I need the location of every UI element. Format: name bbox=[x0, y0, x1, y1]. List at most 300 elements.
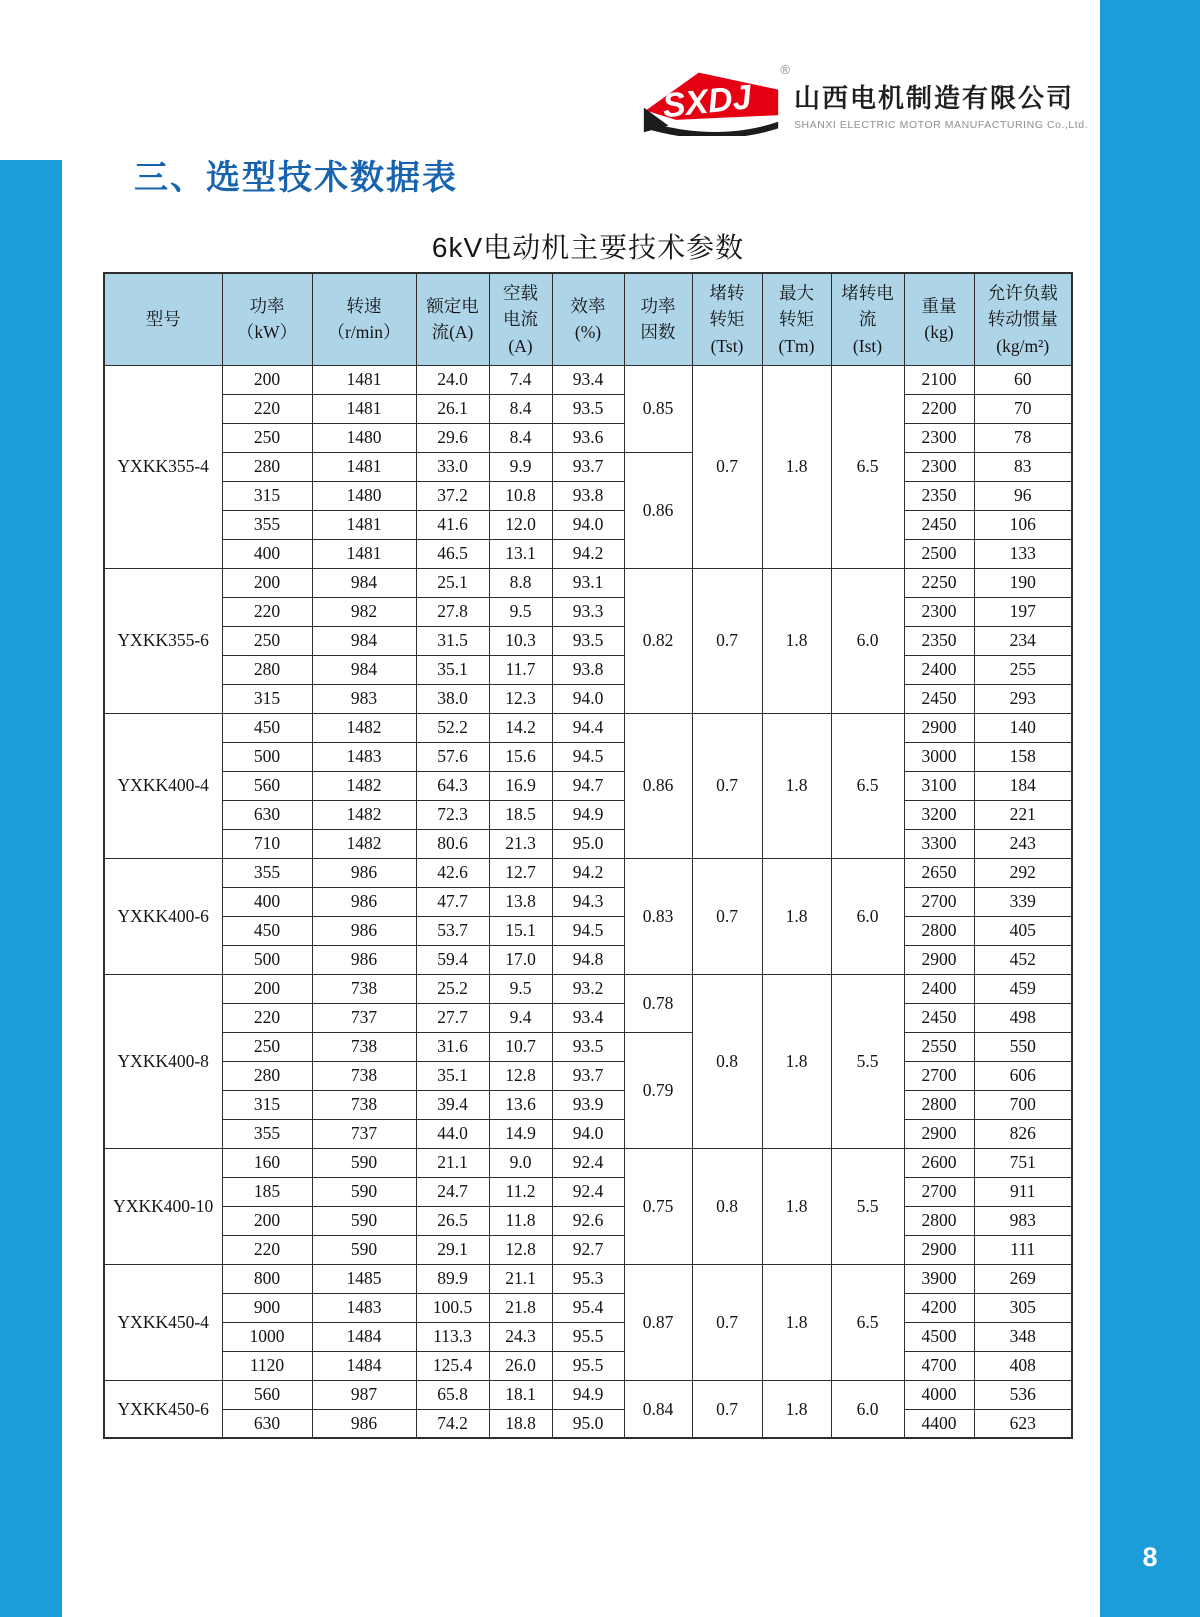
weight-cell: 2450 bbox=[904, 1003, 974, 1032]
weight-cell: 3000 bbox=[904, 742, 974, 771]
speed-cell: 982 bbox=[312, 597, 416, 626]
table-row bbox=[104, 394, 1072, 423]
weight-cell: 4500 bbox=[904, 1322, 974, 1351]
efficiency-cell: 95.4 bbox=[552, 1293, 624, 1322]
speed-cell: 1481 bbox=[312, 510, 416, 539]
speed-cell: 590 bbox=[312, 1177, 416, 1206]
col-header-rated-current: 额定电 流(A) bbox=[416, 273, 489, 365]
spec-table-header-row bbox=[104, 273, 1072, 365]
power-cell: 200 bbox=[222, 1206, 312, 1235]
table-row bbox=[104, 481, 1072, 510]
weight-cell: 2900 bbox=[904, 945, 974, 974]
weight-cell: 4400 bbox=[904, 1409, 974, 1438]
locked-rotor-current-cell: 6.0 bbox=[831, 1380, 904, 1438]
efficiency-cell: 94.8 bbox=[552, 945, 624, 974]
max-torque-cell: 1.8 bbox=[762, 1148, 831, 1264]
no-load-current-cell: 11.8 bbox=[489, 1206, 552, 1235]
power-cell: 355 bbox=[222, 1119, 312, 1148]
inertia-cell: 826 bbox=[974, 1119, 1072, 1148]
table-row bbox=[104, 829, 1072, 858]
sxdj-logo-icon bbox=[640, 62, 790, 136]
power-cell: 400 bbox=[222, 887, 312, 916]
speed-cell: 1483 bbox=[312, 1293, 416, 1322]
power-factor-cell: 0.75 bbox=[624, 1148, 692, 1264]
inertia-cell: 305 bbox=[974, 1293, 1072, 1322]
weight-cell: 4700 bbox=[904, 1351, 974, 1380]
efficiency-cell: 92.4 bbox=[552, 1148, 624, 1177]
power-cell: 220 bbox=[222, 1003, 312, 1032]
power-cell: 200 bbox=[222, 365, 312, 394]
weight-cell: 2600 bbox=[904, 1148, 974, 1177]
no-load-current-cell: 21.8 bbox=[489, 1293, 552, 1322]
efficiency-cell: 93.1 bbox=[552, 568, 624, 597]
weight-cell: 2250 bbox=[904, 568, 974, 597]
inertia-cell: 292 bbox=[974, 858, 1072, 887]
speed-cell: 1481 bbox=[312, 394, 416, 423]
rated-current-cell: 72.3 bbox=[416, 800, 489, 829]
table-row bbox=[104, 1148, 1072, 1177]
locked-rotor-current-cell: 6.0 bbox=[831, 858, 904, 974]
speed-cell: 590 bbox=[312, 1235, 416, 1264]
locked-rotor-current-cell: 6.5 bbox=[831, 713, 904, 858]
efficiency-cell: 95.5 bbox=[552, 1322, 624, 1351]
speed-cell: 984 bbox=[312, 568, 416, 597]
speed-cell: 1484 bbox=[312, 1351, 416, 1380]
rated-current-cell: 39.4 bbox=[416, 1090, 489, 1119]
locked-rotor-current-cell: 6.5 bbox=[831, 1264, 904, 1380]
rated-current-cell: 35.1 bbox=[416, 655, 489, 684]
no-load-current-cell: 10.8 bbox=[489, 481, 552, 510]
speed-cell: 737 bbox=[312, 1119, 416, 1148]
power-cell: 450 bbox=[222, 916, 312, 945]
table-row bbox=[104, 1032, 1072, 1061]
col-header-locked-rotor-current: 堵转电 流 (Ist) bbox=[831, 273, 904, 365]
locked-rotor-current-cell: 6.0 bbox=[831, 568, 904, 713]
weight-cell: 2500 bbox=[904, 539, 974, 568]
weight-cell: 2200 bbox=[904, 394, 974, 423]
inertia-cell: 293 bbox=[974, 684, 1072, 713]
weight-cell: 2450 bbox=[904, 684, 974, 713]
table-row bbox=[104, 365, 1072, 394]
model-cell: YXKK355-4 bbox=[104, 365, 222, 568]
inertia-cell: 190 bbox=[974, 568, 1072, 597]
weight-cell: 2900 bbox=[904, 1119, 974, 1148]
speed-cell: 1481 bbox=[312, 452, 416, 481]
inertia-cell: 184 bbox=[974, 771, 1072, 800]
efficiency-cell: 94.5 bbox=[552, 916, 624, 945]
rated-current-cell: 29.6 bbox=[416, 423, 489, 452]
efficiency-cell: 93.5 bbox=[552, 1032, 624, 1061]
no-load-current-cell: 8.4 bbox=[489, 394, 552, 423]
power-cell: 800 bbox=[222, 1264, 312, 1293]
speed-cell: 1482 bbox=[312, 771, 416, 800]
table-row bbox=[104, 1061, 1072, 1090]
efficiency-cell: 95.3 bbox=[552, 1264, 624, 1293]
company-name-cn: 山西电机制造有限公司 bbox=[794, 83, 1075, 113]
rated-current-cell: 44.0 bbox=[416, 1119, 489, 1148]
table-row bbox=[104, 1409, 1072, 1438]
no-load-current-cell: 16.9 bbox=[489, 771, 552, 800]
table-row bbox=[104, 1090, 1072, 1119]
table-row bbox=[104, 539, 1072, 568]
efficiency-cell: 95.0 bbox=[552, 829, 624, 858]
speed-cell: 984 bbox=[312, 655, 416, 684]
speed-cell: 1485 bbox=[312, 1264, 416, 1293]
rated-current-cell: 25.2 bbox=[416, 974, 489, 1003]
weight-cell: 2700 bbox=[904, 887, 974, 916]
inertia-cell: 111 bbox=[974, 1235, 1072, 1264]
power-factor-cell: 0.87 bbox=[624, 1264, 692, 1380]
speed-cell: 986 bbox=[312, 858, 416, 887]
inertia-cell: 60 bbox=[974, 365, 1072, 394]
efficiency-cell: 92.4 bbox=[552, 1177, 624, 1206]
no-load-current-cell: 7.4 bbox=[489, 365, 552, 394]
weight-cell: 2350 bbox=[904, 626, 974, 655]
locked-rotor-torque-cell: 0.8 bbox=[692, 974, 762, 1148]
table-row bbox=[104, 510, 1072, 539]
model-cell: YXKK450-6 bbox=[104, 1380, 222, 1438]
no-load-current-cell: 18.1 bbox=[489, 1380, 552, 1409]
efficiency-cell: 93.2 bbox=[552, 974, 624, 1003]
power-cell: 1000 bbox=[222, 1322, 312, 1351]
no-load-current-cell: 12.0 bbox=[489, 510, 552, 539]
weight-cell: 2300 bbox=[904, 452, 974, 481]
speed-cell: 986 bbox=[312, 887, 416, 916]
no-load-current-cell: 12.8 bbox=[489, 1235, 552, 1264]
logo-mark-text: SXDJ bbox=[660, 78, 754, 126]
locked-rotor-torque-cell: 0.7 bbox=[692, 713, 762, 858]
col-header-efficiency: 效率 (%) bbox=[552, 273, 624, 365]
power-cell: 710 bbox=[222, 829, 312, 858]
table-row bbox=[104, 1119, 1072, 1148]
no-load-current-cell: 10.7 bbox=[489, 1032, 552, 1061]
weight-cell: 2800 bbox=[904, 916, 974, 945]
model-cell: YXKK355-6 bbox=[104, 568, 222, 713]
max-torque-cell: 1.8 bbox=[762, 568, 831, 713]
rated-current-cell: 80.6 bbox=[416, 829, 489, 858]
weight-cell: 2550 bbox=[904, 1032, 974, 1061]
locked-rotor-torque-cell: 0.7 bbox=[692, 1264, 762, 1380]
efficiency-cell: 93.8 bbox=[552, 481, 624, 510]
rated-current-cell: 37.2 bbox=[416, 481, 489, 510]
table-row bbox=[104, 974, 1072, 1003]
rated-current-cell: 25.1 bbox=[416, 568, 489, 597]
inertia-cell: 140 bbox=[974, 713, 1072, 742]
table-row bbox=[104, 597, 1072, 626]
speed-cell: 1481 bbox=[312, 365, 416, 394]
table-row bbox=[104, 713, 1072, 742]
inertia-cell: 269 bbox=[974, 1264, 1072, 1293]
no-load-current-cell: 8.4 bbox=[489, 423, 552, 452]
efficiency-cell: 94.0 bbox=[552, 684, 624, 713]
table-row bbox=[104, 945, 1072, 974]
locked-rotor-current-cell: 5.5 bbox=[831, 974, 904, 1148]
weight-cell: 2100 bbox=[904, 365, 974, 394]
locked-rotor-torque-cell: 0.8 bbox=[692, 1148, 762, 1264]
inertia-cell: 700 bbox=[974, 1090, 1072, 1119]
col-header-speed: 转速 （r/min） bbox=[312, 273, 416, 365]
speed-cell: 1480 bbox=[312, 481, 416, 510]
power-cell: 400 bbox=[222, 539, 312, 568]
power-factor-cell: 0.82 bbox=[624, 568, 692, 713]
inertia-cell: 133 bbox=[974, 539, 1072, 568]
rated-current-cell: 24.0 bbox=[416, 365, 489, 394]
col-header-no-load-current: 空载 电流 (A) bbox=[489, 273, 552, 365]
speed-cell: 738 bbox=[312, 1061, 416, 1090]
weight-cell: 2650 bbox=[904, 858, 974, 887]
speed-cell: 737 bbox=[312, 1003, 416, 1032]
power-factor-cell: 0.86 bbox=[624, 713, 692, 858]
speed-cell: 738 bbox=[312, 974, 416, 1003]
no-load-current-cell: 24.3 bbox=[489, 1322, 552, 1351]
speed-cell: 590 bbox=[312, 1148, 416, 1177]
weight-cell: 2800 bbox=[904, 1090, 974, 1119]
speed-cell: 1481 bbox=[312, 539, 416, 568]
power-cell: 280 bbox=[222, 1061, 312, 1090]
power-factor-cell: 0.85 bbox=[624, 365, 692, 452]
table-row bbox=[104, 452, 1072, 481]
spec-table bbox=[103, 272, 1073, 1439]
rated-current-cell: 42.6 bbox=[416, 858, 489, 887]
no-load-current-cell: 26.0 bbox=[489, 1351, 552, 1380]
rated-current-cell: 52.2 bbox=[416, 713, 489, 742]
power-cell: 315 bbox=[222, 684, 312, 713]
inertia-cell: 78 bbox=[974, 423, 1072, 452]
rated-current-cell: 31.6 bbox=[416, 1032, 489, 1061]
table-row bbox=[104, 800, 1072, 829]
no-load-current-cell: 15.1 bbox=[489, 916, 552, 945]
max-torque-cell: 1.8 bbox=[762, 1264, 831, 1380]
rated-current-cell: 100.5 bbox=[416, 1293, 489, 1322]
inertia-cell: 408 bbox=[974, 1351, 1072, 1380]
inertia-cell: 459 bbox=[974, 974, 1072, 1003]
efficiency-cell: 94.2 bbox=[552, 539, 624, 568]
model-cell: YXKK400-10 bbox=[104, 1148, 222, 1264]
inertia-cell: 983 bbox=[974, 1206, 1072, 1235]
table-row bbox=[104, 1003, 1072, 1032]
efficiency-cell: 94.7 bbox=[552, 771, 624, 800]
weight-cell: 4000 bbox=[904, 1380, 974, 1409]
weight-cell: 2350 bbox=[904, 481, 974, 510]
efficiency-cell: 93.3 bbox=[552, 597, 624, 626]
speed-cell: 1482 bbox=[312, 713, 416, 742]
power-cell: 315 bbox=[222, 1090, 312, 1119]
table-row bbox=[104, 1293, 1072, 1322]
no-load-current-cell: 21.1 bbox=[489, 1264, 552, 1293]
speed-cell: 986 bbox=[312, 916, 416, 945]
efficiency-cell: 93.9 bbox=[552, 1090, 624, 1119]
efficiency-cell: 94.4 bbox=[552, 713, 624, 742]
power-cell: 355 bbox=[222, 510, 312, 539]
locked-rotor-torque-cell: 0.7 bbox=[692, 1380, 762, 1438]
table-row bbox=[104, 1235, 1072, 1264]
power-cell: 900 bbox=[222, 1293, 312, 1322]
inertia-cell: 83 bbox=[974, 452, 1072, 481]
rated-current-cell: 27.8 bbox=[416, 597, 489, 626]
no-load-current-cell: 14.9 bbox=[489, 1119, 552, 1148]
rated-current-cell: 26.1 bbox=[416, 394, 489, 423]
speed-cell: 986 bbox=[312, 1409, 416, 1438]
table-row bbox=[104, 1206, 1072, 1235]
rated-current-cell: 35.1 bbox=[416, 1061, 489, 1090]
speed-cell: 1483 bbox=[312, 742, 416, 771]
no-load-current-cell: 14.2 bbox=[489, 713, 552, 742]
power-factor-cell: 0.78 bbox=[624, 974, 692, 1032]
power-cell: 560 bbox=[222, 1380, 312, 1409]
rated-current-cell: 74.2 bbox=[416, 1409, 489, 1438]
col-header-power-factor: 功率 因数 bbox=[624, 273, 692, 365]
table-row bbox=[104, 1322, 1072, 1351]
efficiency-cell: 94.9 bbox=[552, 1380, 624, 1409]
rated-current-cell: 53.7 bbox=[416, 916, 489, 945]
table-row bbox=[104, 568, 1072, 597]
power-cell: 250 bbox=[222, 423, 312, 452]
power-factor-cell: 0.84 bbox=[624, 1380, 692, 1438]
no-load-current-cell: 13.1 bbox=[489, 539, 552, 568]
inertia-cell: 405 bbox=[974, 916, 1072, 945]
inertia-cell: 221 bbox=[974, 800, 1072, 829]
inertia-cell: 623 bbox=[974, 1409, 1072, 1438]
no-load-current-cell: 11.7 bbox=[489, 655, 552, 684]
no-load-current-cell: 18.8 bbox=[489, 1409, 552, 1438]
inertia-cell: 70 bbox=[974, 394, 1072, 423]
no-load-current-cell: 12.7 bbox=[489, 858, 552, 887]
power-cell: 220 bbox=[222, 394, 312, 423]
efficiency-cell: 94.9 bbox=[552, 800, 624, 829]
inertia-cell: 243 bbox=[974, 829, 1072, 858]
model-cell: YXKK400-6 bbox=[104, 858, 222, 974]
no-load-current-cell: 13.8 bbox=[489, 887, 552, 916]
rated-current-cell: 59.4 bbox=[416, 945, 489, 974]
efficiency-cell: 93.7 bbox=[552, 1061, 624, 1090]
no-load-current-cell: 9.5 bbox=[489, 597, 552, 626]
model-cell: YXKK450-4 bbox=[104, 1264, 222, 1380]
rated-current-cell: 21.1 bbox=[416, 1148, 489, 1177]
speed-cell: 1480 bbox=[312, 423, 416, 452]
efficiency-cell: 93.4 bbox=[552, 365, 624, 394]
power-cell: 630 bbox=[222, 800, 312, 829]
speed-cell: 984 bbox=[312, 626, 416, 655]
no-load-current-cell: 13.6 bbox=[489, 1090, 552, 1119]
efficiency-cell: 93.8 bbox=[552, 655, 624, 684]
inertia-cell: 339 bbox=[974, 887, 1072, 916]
speed-cell: 986 bbox=[312, 945, 416, 974]
efficiency-cell: 92.6 bbox=[552, 1206, 624, 1235]
table-row bbox=[104, 887, 1072, 916]
rated-current-cell: 26.5 bbox=[416, 1206, 489, 1235]
efficiency-cell: 94.0 bbox=[552, 510, 624, 539]
no-load-current-cell: 9.9 bbox=[489, 452, 552, 481]
rated-current-cell: 41.6 bbox=[416, 510, 489, 539]
power-cell: 220 bbox=[222, 597, 312, 626]
power-factor-cell: 0.79 bbox=[624, 1032, 692, 1148]
weight-cell: 2300 bbox=[904, 597, 974, 626]
weight-cell: 4200 bbox=[904, 1293, 974, 1322]
power-cell: 200 bbox=[222, 568, 312, 597]
col-header-max-torque: 最大 转矩 (Tm) bbox=[762, 273, 831, 365]
efficiency-cell: 93.6 bbox=[552, 423, 624, 452]
locked-rotor-torque-cell: 0.7 bbox=[692, 858, 762, 974]
col-header-power: 功率 （kW） bbox=[222, 273, 312, 365]
speed-cell: 987 bbox=[312, 1380, 416, 1409]
table-row bbox=[104, 1351, 1072, 1380]
max-torque-cell: 1.8 bbox=[762, 974, 831, 1148]
no-load-current-cell: 10.3 bbox=[489, 626, 552, 655]
locked-rotor-torque-cell: 0.7 bbox=[692, 365, 762, 568]
right-accent-bar bbox=[1100, 0, 1200, 1617]
speed-cell: 590 bbox=[312, 1206, 416, 1235]
no-load-current-cell: 15.6 bbox=[489, 742, 552, 771]
speed-cell: 1484 bbox=[312, 1322, 416, 1351]
table-row bbox=[104, 771, 1072, 800]
rated-current-cell: 57.6 bbox=[416, 742, 489, 771]
table-row bbox=[104, 423, 1072, 452]
company-name-en: SHANXI ELECTRIC MOTOR MANUFACTURING Co.,Ltd. bbox=[794, 119, 1089, 131]
weight-cell: 3100 bbox=[904, 771, 974, 800]
table-row bbox=[104, 1264, 1072, 1293]
no-load-current-cell: 21.3 bbox=[489, 829, 552, 858]
weight-cell: 2700 bbox=[904, 1061, 974, 1090]
locked-rotor-current-cell: 6.5 bbox=[831, 365, 904, 568]
rated-current-cell: 33.0 bbox=[416, 452, 489, 481]
no-load-current-cell: 12.3 bbox=[489, 684, 552, 713]
weight-cell: 2700 bbox=[904, 1177, 974, 1206]
power-cell: 280 bbox=[222, 655, 312, 684]
rated-current-cell: 24.7 bbox=[416, 1177, 489, 1206]
left-accent-bar bbox=[0, 160, 62, 1617]
table-row bbox=[104, 916, 1072, 945]
max-torque-cell: 1.8 bbox=[762, 1380, 831, 1438]
efficiency-cell: 95.0 bbox=[552, 1409, 624, 1438]
weight-cell: 2800 bbox=[904, 1206, 974, 1235]
no-load-current-cell: 9.4 bbox=[489, 1003, 552, 1032]
max-torque-cell: 1.8 bbox=[762, 713, 831, 858]
inertia-cell: 452 bbox=[974, 945, 1072, 974]
speed-cell: 1482 bbox=[312, 829, 416, 858]
power-cell: 500 bbox=[222, 742, 312, 771]
power-cell: 355 bbox=[222, 858, 312, 887]
weight-cell: 2900 bbox=[904, 1235, 974, 1264]
inertia-cell: 255 bbox=[974, 655, 1072, 684]
weight-cell: 3300 bbox=[904, 829, 974, 858]
power-cell: 200 bbox=[222, 974, 312, 1003]
table-title: 6kV电动机主要技术参数 bbox=[431, 232, 745, 263]
inertia-cell: 158 bbox=[974, 742, 1072, 771]
efficiency-cell: 94.0 bbox=[552, 1119, 624, 1148]
registered-trademark-icon: ® bbox=[780, 62, 790, 77]
inertia-cell: 197 bbox=[974, 597, 1072, 626]
inertia-cell: 911 bbox=[974, 1177, 1072, 1206]
power-cell: 280 bbox=[222, 452, 312, 481]
section-heading: 三、选型技术数据表 bbox=[134, 159, 458, 197]
table-row bbox=[104, 858, 1072, 887]
table-row bbox=[104, 742, 1072, 771]
efficiency-cell: 92.7 bbox=[552, 1235, 624, 1264]
col-header-locked-rotor-torque: 堵转 转矩 (Tst) bbox=[692, 273, 762, 365]
no-load-current-cell: 18.5 bbox=[489, 800, 552, 829]
power-cell: 185 bbox=[222, 1177, 312, 1206]
weight-cell: 2300 bbox=[904, 423, 974, 452]
no-load-current-cell: 17.0 bbox=[489, 945, 552, 974]
speed-cell: 738 bbox=[312, 1090, 416, 1119]
power-cell: 220 bbox=[222, 1235, 312, 1264]
inertia-cell: 106 bbox=[974, 510, 1072, 539]
inertia-cell: 550 bbox=[974, 1032, 1072, 1061]
weight-cell: 3900 bbox=[904, 1264, 974, 1293]
inertia-cell: 751 bbox=[974, 1148, 1072, 1177]
page-number: 8 bbox=[1142, 1542, 1158, 1572]
rated-current-cell: 64.3 bbox=[416, 771, 489, 800]
